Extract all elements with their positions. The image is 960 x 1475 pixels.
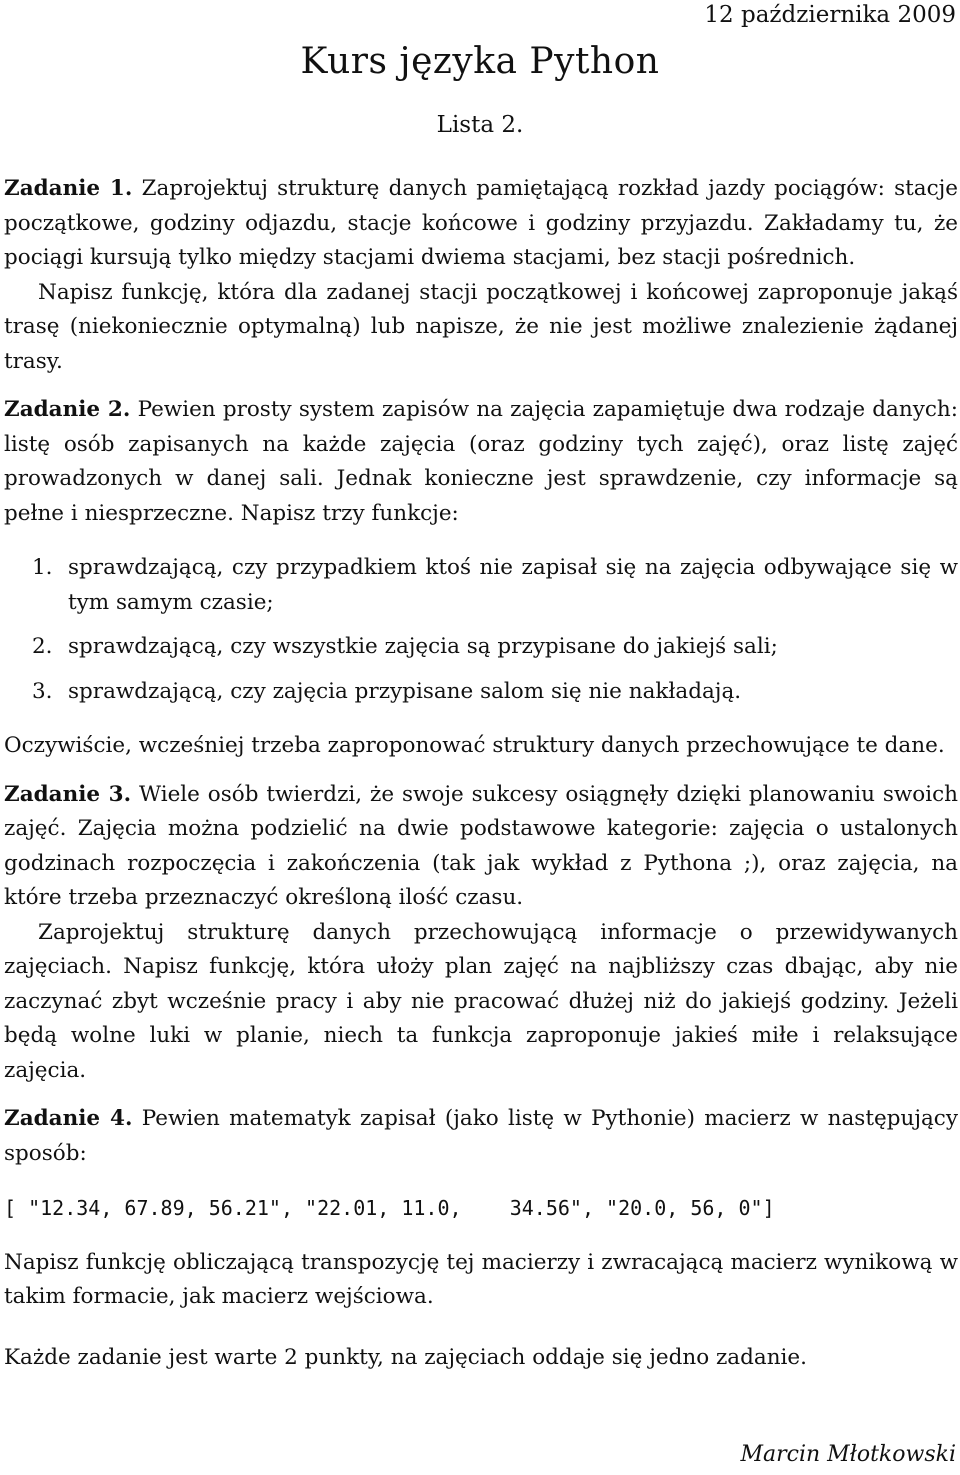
list-item: [4, 551, 958, 620]
matrix-code-block: [ "12.34, 67.89, 56.21", "22.01, 11.0, 34.56", "20.0, 56, 0"]: [4, 1196, 775, 1220]
task3-label: Zadanie 3.: [4, 781, 132, 807]
task4-label: Zadanie 4.: [4, 1106, 133, 1131]
list-item: [4, 630, 958, 665]
task1-label: Zadanie 1.: [4, 176, 133, 201]
task2-list: [4, 551, 958, 709]
author-signature: Marcin Młotkowski: [740, 1442, 956, 1467]
task1-paragraph-2: Napisz funkcję, która dla zadanej stacji początkowej i końcowej zaproponuje jakąś trasę (niekoniecznie optymalną) lub napisze, że nie jest możliwe znalezienie żądanej trasy.: [4, 279, 958, 374]
task1-text: Zaprojektuj strukturę danych pamiętającą rozkład jazdy pociągów: stacje początkowe, godziny odjazdu, stacje końcowe i godziny przyjazdu. Zakładamy tu, że pociągi kursują tylko między stacjami dwiema stacjami, bez stacji pośrednich.: [4, 176, 958, 270]
list-item-number: 2.: [32, 634, 53, 659]
document-body: [4, 172, 958, 1375]
task3-paragraph: [4, 778, 958, 916]
list-item-text: sprawdzającą, czy przypadkiem ktoś nie zapisał się na zajęcia odbywające się w tym samym czasie;: [68, 555, 958, 615]
list-item-text: sprawdzającą, czy wszystkie zajęcia są przypisane do jakiejś sali;: [68, 634, 778, 659]
task4-paragraph: [4, 1102, 958, 1171]
list-item-number: 3.: [32, 678, 53, 704]
document-title: Kurs języka Python: [300, 41, 660, 82]
task4-paragraph-2: Napisz funkcję obliczającą transpozycję tej macierzy i zwracającą macierz wynikową w takim formacie, jak macierz wejściowa.: [4, 1249, 958, 1309]
list-item-number: 1.: [32, 555, 53, 580]
document-date: 12 października 2009: [704, 2, 956, 28]
task2-label: Zadanie 2.: [4, 397, 131, 422]
document-subtitle: Lista 2.: [436, 112, 524, 138]
list-item: [4, 675, 958, 710]
task2-text: Pewien prosty system zapisów na zajęcia zapamiętuje dwa rodzaje danych: listę osób zapisanych na każde zajęcia (oraz godziny tych zajęć), oraz listę zajęć prowadzonych w danej sali. Jednak konieczne jest sprawdzenie, czy informacje są pełne i niesprzeczne. Napisz trzy funkcje:: [4, 397, 958, 526]
task2-paragraph: [4, 393, 958, 531]
task3-text: Wiele osób twierdzi, że swoje sukcesy osiągnęły dzięki planowaniu swoich zajęć. Zajęcia można podzielić na dwie podstawowe kategorie: zajęcia o ustalonych godzinach rozpoczęcia i zakończenia (tak jak wykład z Pythona ;), oraz zajęcia, na które trzeba przeznaczyć określoną ilość czasu.: [4, 781, 958, 910]
task3-paragraph-2: Zaprojektuj strukturę danych przechowującą informacje o przewidywanych zajęciach. Napisz funkcję, która ułoży plan zajęć na najbliższy czas dbając, aby nie zaczynać zbyt wcześnie pracy i aby nie pracować dłużej niż do jakiejś godziny. Jeżeli będą wolne luki w planie, niech ta funkcja zaproponuje jakieś miłe i relaksujące zajęcia.: [4, 919, 958, 1083]
task4-text: Pewien matematyk zapisał (jako listę w Pythonie) macierz w następujący sposób:: [4, 1106, 958, 1166]
list-item-text: sprawdzającą, czy zajęcia przypisane salom się nie nakładają.: [68, 678, 742, 704]
task2-paragraph-2: Oczywiście, wcześniej trzeba zaproponować struktury danych przechowujące te dane.: [4, 733, 945, 758]
points-note: Każde zadanie jest warte 2 punkty, na zajęciach oddaje się jedno zadanie.: [4, 1344, 807, 1370]
task1-paragraph: [4, 172, 958, 276]
